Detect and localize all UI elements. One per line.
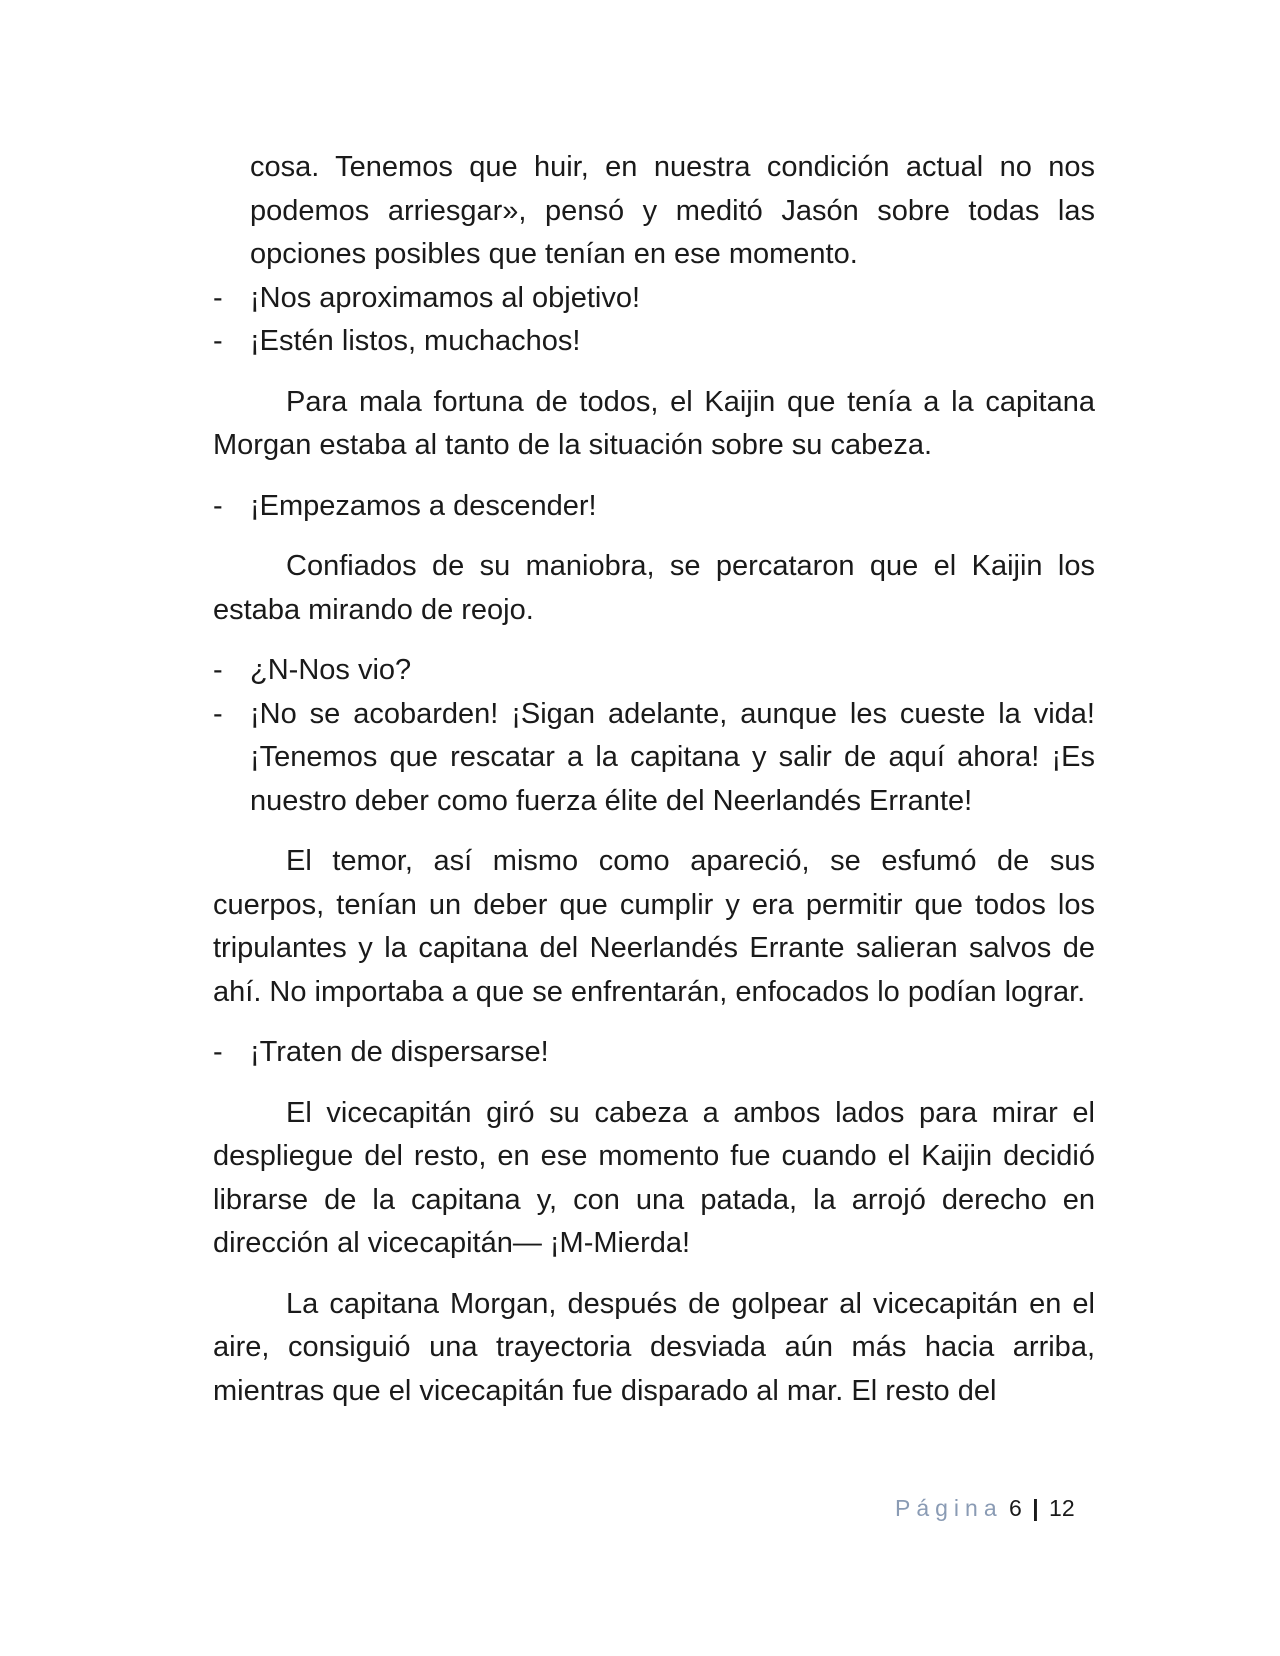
paragraph: El temor, así mismo como apareció, se esfumó de sus cuerpos, tenían un deber que cumplir y era permitir que todos los tripulantes y la capitana del Neerlandés Errante salieran salvos de ahí. No importaba a que se enfrentarán, enfocados lo podían lograr. [213, 845, 1095, 1008]
page-footer [895, 1493, 1075, 1523]
paragraph-gap [213, 364, 1095, 381]
paragraph-gap [213, 1266, 1095, 1283]
dialogue-line: - ¡Traten de dispersarse! [213, 1031, 1095, 1075]
paragraph-continuation: cosa. Tenemos que huir, en nuestra condición actual no nos podemos arriesgar», pensó y meditó Jasón sobre todas las opciones posibles que tenían en ese momento. [250, 151, 1095, 270]
page-total: 12 [1049, 1495, 1075, 1521]
paragraph: Para mala fortuna de todos, el Kaijin que tenía a la capitana Morgan estaba al tanto de la situación sobre su cabeza. [213, 385, 1095, 461]
paragraph-gap [213, 528, 1095, 545]
paragraph-gap [213, 632, 1095, 649]
paragraph-gap [213, 1014, 1095, 1031]
paragraph: El vicecapitán giró su cabeza a ambos lados para mirar el despliegue del resto, en ese momento fue cuando el Kaijin decidió librarse de la capitana y, con una patada, la arrojó derecho en dirección al vicecapitán— ¡M-Mierda! [213, 1096, 1095, 1259]
dialogue-line: - ¡Empezamos a descender! [213, 485, 1095, 529]
paragraph: Confiados de su maniobra, se percataron que el Kaijin los estaba mirando de reojo. [213, 550, 1095, 626]
page-number: 6 [1009, 1495, 1022, 1521]
dialogue-line: - ¡Nos aproximamos al objetivo! [213, 277, 1095, 321]
page-separator: | [1032, 1495, 1039, 1521]
page-body [213, 146, 1095, 1413]
dialogue-line: - ¡Estén listos, muchachos! [213, 320, 1095, 364]
paragraph-gap [213, 823, 1095, 840]
dialogue-line: - ¿N-Nos vio? [213, 649, 1095, 693]
page-label: Página [895, 1495, 1003, 1521]
paragraph-gap [213, 468, 1095, 485]
paragraph: La capitana Morgan, después de golpear al vicecapitán en el aire, consiguió una trayectoria desviada aún más hacia arriba, mientras que el vicecapitán fue disparado al mar. El resto del [213, 1287, 1095, 1407]
dialogue-line: - ¡No se acobarden! ¡Sigan adelante, aunque les cueste la vida! ¡Tenemos que rescatar a la capitana y salir de aquí ahora! ¡Es nuestro deber como fuerza élite del Neerlandés Errante! [213, 693, 1095, 824]
paragraph-gap [213, 1075, 1095, 1092]
